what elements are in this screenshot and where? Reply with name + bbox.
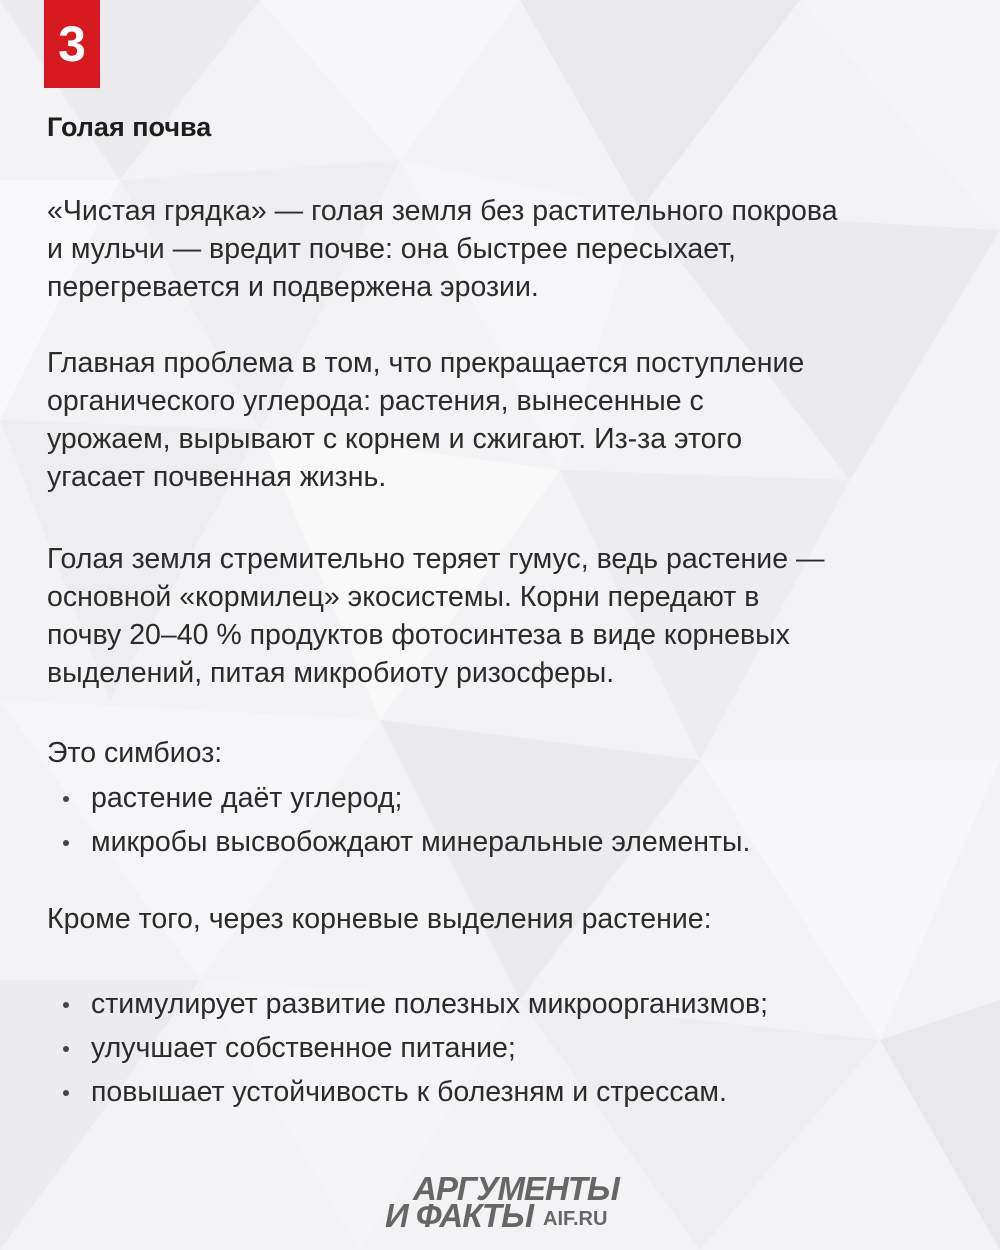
aif-logo: АРГУМЕНТЫ И ФАКТЫ AIF.RU [385,1170,619,1234]
list-item: микробы высвобождают минеральные элементы. [47,820,750,864]
page-title: Голая почва [47,112,212,142]
benefits-list [47,982,768,1114]
list-item: повышает устойчивость к болезням и стрессам. [47,1070,768,1114]
paragraph-humus: Голая земля стремительно теряет гумус, ведь растение — основной «кормилец» экосистемы. Корни передают в почву 20–40 % продуктов фотосинтеза в виде корневых выделений, питая микробиоту ризосферы. [47,543,825,689]
paragraph-symbiosis: Это симбиоз: [47,737,223,769]
page-number-badge: 3 [44,0,100,88]
paragraph-main-problem: Главная проблема в том, что прекращается поступление органического углерода: растения, вынесенные с урожаем, вырывают с корнем и сжигают. Из-за этого угасает почвенная жизнь. [47,347,805,493]
symbiosis-list [47,776,750,864]
list-item: стимулирует развитие полезных микроорганизмов; [47,982,768,1026]
list-item: растение даёт углерод; [47,776,750,820]
paragraph-clean-bed: «Чистая грядка» — голая земля без растительного покрова и мульчи — вредит почве: она быстрее пересыхает, перегревается и подвержена эрозии. [47,195,838,303]
list-item: улучшает собственное питание; [47,1026,768,1070]
paragraph-besides: Кроме того, через корневые выделения растение: [47,903,712,935]
